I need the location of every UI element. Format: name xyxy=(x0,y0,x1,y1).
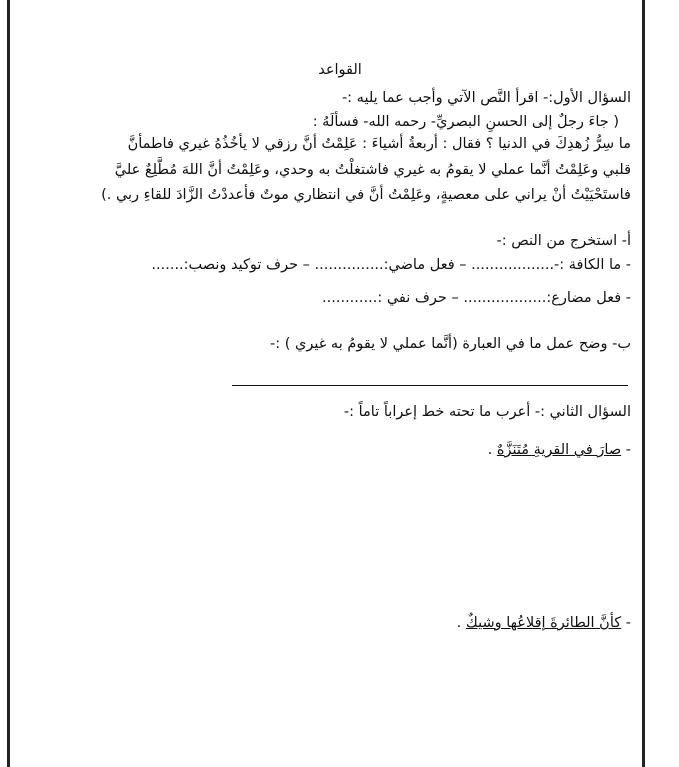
sentence-1-suffix: . xyxy=(487,442,497,458)
passage-line-2: ما سِرُّ زُهدِكَ في الدنيا ؟ فقال : أربعةُ أشياءَ : عَلِمْتُ أنَّ رزقي لا يأخُذُهُ غيري فاطمأنَّ xyxy=(127,136,631,152)
passage-line-1: ( جاءَ رجلٌ إلى الحسنِ البصريِّ- رحمه الله- فسألَهُ : xyxy=(312,114,619,130)
part-a-line-1: - ما الكافة :-.................. – فعل ماضي:............... – حرف توكيد ونصب:....... xyxy=(151,257,631,273)
page-border-right xyxy=(642,0,645,767)
part-b-heading: ب- وضح عمل ما في العبارة (أنَّما عملي لا يقومُ به غيري ) :- xyxy=(270,336,631,352)
sentence-1 xyxy=(488,440,631,460)
question-1-heading: السؤال الأول:- اقرأ النَّص الآتي وأجب عما يليه :- xyxy=(341,90,631,106)
part-a-line-2: - فعل مضارع:.................. – حرف نفي :............ xyxy=(322,290,631,306)
answer-line xyxy=(232,385,628,386)
page-title: القواعد xyxy=(318,62,362,78)
page-border-left xyxy=(7,0,10,767)
sentence-1-underlined: صارَ في القريةِ مُتَنَزَّهٌ xyxy=(496,442,622,458)
sentence-2-prefix: - xyxy=(621,615,631,631)
sentence-1-prefix: - xyxy=(621,442,631,458)
part-a-heading: أ- استخرج من النص :- xyxy=(496,233,631,249)
passage-line-4: فاستَحْيَيْتُ أنْ يراني على معصيةٍ، وعَلِمْتُ أنَّ في انتظاري موتٌ فأعددْتُ الزَّادَ للقاءِ ربي .) xyxy=(101,187,631,203)
question-2-heading: السؤال الثاني :- أعرب ما تحته خط إعراباً تاماً :- xyxy=(343,404,631,420)
sentence-2 xyxy=(457,613,631,633)
sentence-2-underlined: كأنَّ الطائرةَ إقلاعُها وشيكٌ xyxy=(465,615,622,631)
sentence-2-suffix: . xyxy=(456,615,466,631)
passage-line-3: قلبي وعَلِمْتُ أنَّما عملي لا يقومُ به غيري فاشتغلْتُ به وحدي، وعَلِمْتُ أنَّ اللهَ مُطَّلِعٌ عليَّ xyxy=(114,162,631,178)
